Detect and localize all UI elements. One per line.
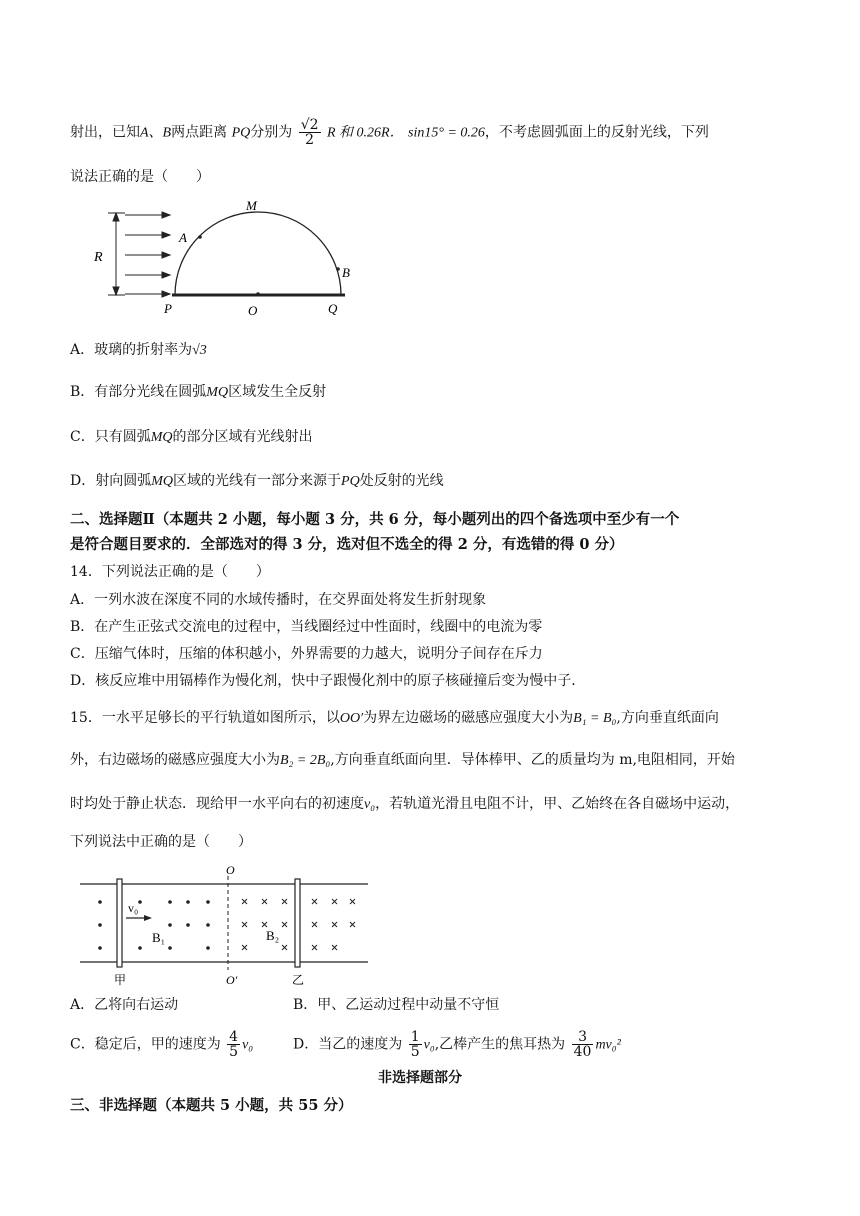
option-math: MQ bbox=[151, 474, 174, 489]
radius-dimension bbox=[108, 213, 125, 295]
label-A: A bbox=[179, 230, 187, 245]
fraction-denominator: 2 bbox=[305, 132, 315, 148]
q15-stem-line2 bbox=[70, 750, 735, 771]
one-fifth-fraction bbox=[409, 1030, 422, 1059]
option-math: mv₀² bbox=[595, 1037, 621, 1053]
q13-text: 射出，已知 bbox=[70, 124, 140, 141]
q13-stem-line2 bbox=[70, 167, 210, 187]
label-R: R bbox=[94, 250, 103, 265]
point-B bbox=[336, 267, 340, 271]
label-B1: B₁ bbox=[152, 930, 166, 945]
q13-text: 说法正确的是（ ） bbox=[70, 169, 210, 185]
q15-math: v₀ bbox=[364, 797, 376, 812]
incoming-rays bbox=[125, 212, 170, 297]
label-yi: 乙 bbox=[292, 973, 305, 987]
fraction-denominator: 5 bbox=[229, 1044, 239, 1060]
option-math: v₀ bbox=[242, 1037, 254, 1053]
q15-math: OO′ bbox=[339, 711, 364, 726]
label-M: M bbox=[246, 198, 257, 213]
q15-option-c bbox=[70, 1030, 253, 1059]
q15-text: 为界左边磁场的磁感应强度大小为 bbox=[363, 710, 574, 726]
option-text: 的部分区域有光线射出 bbox=[172, 429, 313, 445]
q13-math: R 和 0.26R． bbox=[326, 125, 404, 141]
q14-option-b: B．在产生正弦式交流电的过程中，当线圈经过中性面时，线圈中的电流为零 bbox=[70, 619, 543, 635]
q15-math: B₁ = B₀ bbox=[573, 711, 617, 726]
label-jia: 甲 bbox=[114, 973, 127, 987]
four-fifths-fraction bbox=[227, 1030, 240, 1059]
q13-text: ，不考虑圆弧面上的反射光线，下列 bbox=[484, 124, 709, 141]
option-text: C．稳定后，甲的速度为 bbox=[70, 1036, 221, 1053]
sqrt2-over-2-fraction bbox=[299, 118, 321, 147]
semicircle-arc bbox=[175, 212, 341, 295]
q13-option-a bbox=[70, 340, 207, 361]
q13-stem-line1 bbox=[70, 118, 709, 147]
q15-option-a: A．乙将向右运动 bbox=[70, 997, 179, 1013]
option-text: 区域发生全反射 bbox=[228, 384, 327, 400]
label-O-prime: O′ bbox=[226, 973, 238, 987]
fraction-denominator: 40 bbox=[573, 1044, 592, 1060]
q15-text: 外，右边磁场的磁感应强度大小为 bbox=[70, 752, 280, 768]
rails-magnetic-field-figure bbox=[70, 862, 380, 992]
option-math: MQ bbox=[150, 430, 173, 445]
part-title: 非选择题部分 bbox=[378, 1070, 462, 1086]
q15-option-b: B．甲、乙运动过程中动量不守恒 bbox=[293, 997, 500, 1013]
q13-option-c bbox=[70, 427, 313, 448]
fraction-numerator: 4 bbox=[229, 1029, 239, 1045]
rod-yi bbox=[295, 879, 300, 967]
option-text: D．射向圆弧 bbox=[70, 473, 152, 489]
option-text: A．玻璃的折射率为 bbox=[70, 342, 193, 358]
q13-text: 分别为 bbox=[250, 124, 293, 141]
point-A bbox=[198, 235, 202, 239]
q14-stem: 14．下列说法正确的是（ ） bbox=[70, 564, 270, 580]
label-B2: B₂ bbox=[266, 928, 280, 943]
q13-option-b bbox=[70, 382, 326, 403]
q13-math: sin15° = 0.26 bbox=[408, 125, 485, 141]
q15-text: 15．一水平足够长的平行轨道如图所示，以 bbox=[70, 710, 340, 726]
q15-math: B₂ = 2B₀ bbox=[280, 753, 331, 768]
option-math: MQ bbox=[206, 385, 229, 400]
fraction-denominator: 5 bbox=[410, 1044, 420, 1060]
section2-heading-line1: 二、选择题Ⅱ（本题共 2 小题，每小题 3 分，共 6 分，每小题列出的四个备选项中至少有一个 bbox=[70, 511, 680, 528]
option-text: 区域的光线有一部分来源于 bbox=[173, 473, 342, 489]
fraction-numerator: √2 bbox=[300, 117, 319, 133]
label-P: P bbox=[164, 301, 172, 316]
semicircle-glass-figure bbox=[80, 195, 360, 325]
q15-text: 时均处于静止状态．现给甲一水平向右的初速度 bbox=[70, 796, 364, 812]
option-math: √3 bbox=[192, 343, 207, 358]
q15-text: ,方向垂直纸面向里．导体棒甲、乙的质量均为 m,电阻相同，开始 bbox=[330, 752, 735, 768]
q14-option-d: D．核反应堆中用镉棒作为慢化剂，快中子跟慢化剂中的原子核碰撞后变为慢中子. bbox=[70, 673, 576, 689]
option-text: 处反射的光线 bbox=[359, 473, 444, 489]
center-point bbox=[256, 292, 260, 296]
q15-stem-line4: 下列说法中正确的是（ ） bbox=[70, 834, 252, 850]
fraction-numerator: 1 bbox=[410, 1029, 420, 1045]
q14-option-a: A．一列水波在深度不同的水域传播时，在交界面处将发生折射现象 bbox=[70, 592, 487, 608]
label-O-top: O bbox=[226, 863, 235, 877]
option-text: B．有部分光线在圆弧 bbox=[70, 384, 207, 400]
q15-text: ,方向垂直纸面向 bbox=[616, 710, 719, 726]
q13-math: PQ bbox=[231, 125, 251, 141]
three-fortieths-fraction bbox=[572, 1030, 594, 1059]
section2-heading-line2: 是符合题目要求的．全部选对的得 3 分，选对但不选全的得 2 分，有选错的得 0 分） bbox=[70, 536, 624, 553]
q15-stem-line3 bbox=[70, 794, 739, 815]
q15-text: ，若轨道光滑且电阻不计，甲、乙始终在各自磁场中运动， bbox=[375, 796, 740, 812]
q15-option-d bbox=[293, 1030, 621, 1059]
option-text: ,乙棒产生的焦耳热为 bbox=[434, 1036, 566, 1053]
option-text: C．只有圆弧 bbox=[70, 429, 151, 445]
label-Q: Q bbox=[328, 301, 338, 316]
label-B: B bbox=[342, 265, 350, 280]
q13-option-d bbox=[70, 471, 444, 492]
q14-option-c: C．压缩气体时，压缩的体积越小，外界需要的力越大，说明分子间存在斥力 bbox=[70, 646, 543, 662]
fraction-numerator: 3 bbox=[572, 1030, 594, 1045]
option-math: PQ bbox=[341, 474, 360, 489]
q13-text: 两点距离 bbox=[171, 124, 228, 141]
label-v0: v₀ bbox=[128, 901, 139, 915]
section3-heading: 三、非选择题（本题共 5 小题，共 55 分） bbox=[70, 1097, 353, 1114]
q13-math: A、B bbox=[140, 125, 172, 141]
q15-stem-line1 bbox=[70, 708, 719, 729]
label-O: O bbox=[248, 303, 258, 318]
rod-jia bbox=[117, 879, 122, 967]
option-text: D．当乙的速度为 bbox=[293, 1036, 403, 1053]
option-math: v₀ bbox=[423, 1037, 435, 1053]
velocity-arrowhead bbox=[144, 915, 152, 921]
